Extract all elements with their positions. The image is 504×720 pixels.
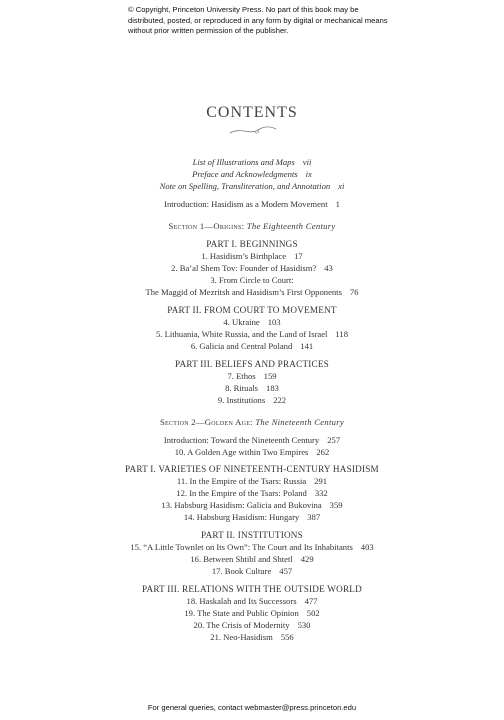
entry-title: List of Illustrations and Maps: [192, 157, 295, 167]
entry-page: vii: [302, 157, 312, 167]
entry-title: 5. Lithuania, White Russia, and the Land of Israel: [155, 329, 328, 339]
section-label: Section 1—Origins:: [168, 221, 245, 231]
entry-page: 530: [297, 620, 311, 630]
toc-entry[interactable]: [0, 447, 504, 457]
entry-title: 12. In the Empire of the Tsars: Poland: [176, 488, 307, 498]
toc-entry[interactable]: [0, 317, 504, 327]
entry-title: 16. Between Shtibl and Shtetl: [190, 554, 293, 564]
entry-title: 19. The State and Public Opinion: [184, 608, 299, 618]
entry-page: 103: [267, 317, 281, 327]
toc-entry[interactable]: [0, 566, 504, 576]
entry-title: Introduction: Toward the Nineteenth Century: [163, 435, 320, 445]
entry-page: 291: [314, 476, 328, 486]
toc-entry[interactable]: [0, 488, 504, 498]
toc-entry[interactable]: [0, 329, 504, 339]
entry-page: 403: [360, 542, 374, 552]
entry-page: 332: [314, 488, 328, 498]
section-heading: [0, 417, 504, 427]
entry-title: Note on Spelling, Transliteration, and Annotation: [159, 181, 331, 191]
entry-page: ix: [305, 169, 312, 179]
toc-entry[interactable]: [0, 383, 504, 393]
entry-title: 8. Rituals: [225, 383, 259, 393]
part-heading: PART I. VARIETIES OF NINETEENTH-CENTURY HASIDISM: [125, 464, 379, 474]
entry-title: 11. In the Empire of the Tsars: Russia: [176, 476, 307, 486]
section-label: Section 2—Golden Age:: [159, 417, 253, 427]
toc-entry[interactable]: [0, 275, 504, 285]
entry-title: Preface and Acknowledgments: [192, 169, 298, 179]
toc-entry[interactable]: [0, 596, 504, 606]
section-subtitle: The Eighteenth Century: [246, 221, 336, 231]
entry-page: 17: [294, 251, 303, 261]
toc-entry[interactable]: [0, 341, 504, 351]
entry-title: 3. From Circle to Court:: [210, 275, 294, 285]
toc-entry[interactable]: [0, 251, 504, 261]
section-heading: [0, 221, 504, 231]
flourish-ornament: [228, 124, 278, 136]
toc-entry[interactable]: [0, 554, 504, 564]
entry-title: 10. A Golden Age within Two Empires: [174, 447, 309, 457]
entry-title: 6. Galicia and Central Poland: [190, 341, 293, 351]
entry-title: 7. Ethos: [227, 371, 256, 381]
toc-entry[interactable]: [0, 500, 504, 510]
entry-title: 18. Haskalah and Its Successors: [186, 596, 297, 606]
entry-title: 9. Institutions: [217, 395, 266, 405]
entry-page: 1: [335, 199, 340, 209]
entry-page: 159: [263, 371, 277, 381]
toc-entry[interactable]: [0, 287, 504, 297]
section-subtitle: The Nineteenth Century: [255, 417, 345, 427]
entry-title: 13. Habsburg Hasidism: Galicia and Bukovina: [161, 500, 322, 510]
entry-title: 17. Book Culture: [211, 566, 272, 576]
toc-entry[interactable]: [0, 632, 504, 642]
entry-title: 15. “A Little Townlet on Its Own”: The Court and Its Inhabitants: [130, 542, 353, 552]
entry-page: 477: [304, 596, 318, 606]
toc-entry[interactable]: [0, 435, 504, 445]
entry-page: 257: [327, 435, 341, 445]
entry-page: 141: [300, 341, 314, 351]
entry-page: 387: [307, 512, 321, 522]
toc-entry[interactable]: [0, 512, 504, 522]
entry-page: 502: [306, 608, 320, 618]
page-title: CONTENTS: [206, 104, 298, 121]
entry-page: 222: [273, 395, 287, 405]
entry-page: 183: [266, 383, 279, 393]
toc-entry[interactable]: [0, 395, 504, 405]
toc-entry[interactable]: [0, 608, 504, 618]
entry-title: 1. Hasidism’s Birthplace: [201, 251, 287, 261]
entry-page: 457: [279, 566, 293, 576]
entry-page: 76: [349, 287, 359, 297]
part-heading: PART II. FROM COURT TO MOVEMENT: [167, 305, 337, 315]
toc-entry[interactable]: [0, 169, 504, 179]
entry-page: 262: [316, 447, 330, 457]
entry-title: The Maggid of Mezritsh and Hasidism’s First Opponents: [145, 287, 342, 297]
part-heading: PART I. BEGINNINGS: [206, 239, 298, 249]
part-heading: PART II. INSTITUTIONS: [201, 530, 303, 540]
toc-entry[interactable]: [0, 157, 504, 167]
toc-entry[interactable]: [0, 476, 504, 486]
entry-title: 2. Ba’al Shem Tov: Founder of Hasidism?: [171, 263, 317, 273]
entry-page: 556: [280, 632, 294, 642]
part-heading: PART III. BELIEFS AND PRACTICES: [175, 359, 329, 369]
toc-entry[interactable]: [0, 620, 504, 630]
entry-title: 20. The Crisis of Modernity: [193, 620, 290, 630]
entry-title: 4. Ukraine: [223, 317, 260, 327]
toc-entry[interactable]: [0, 542, 504, 552]
entry-page: 43: [324, 263, 333, 273]
toc-entry[interactable]: [0, 199, 504, 209]
toc-entry[interactable]: [0, 263, 504, 273]
entry-page: 118: [335, 329, 348, 339]
entry-page: xi: [338, 181, 345, 191]
entry-title: 14. Habsburg Hasidism: Hungary: [183, 512, 300, 522]
part-heading: PART III. RELATIONS WITH THE OUTSIDE WORLD: [142, 584, 362, 594]
entry-title: 21. Neo-Hasidism: [210, 632, 273, 642]
entry-page: 429: [300, 554, 314, 564]
toc-entry[interactable]: [0, 371, 504, 381]
footer-contact: For general queries, contact webmaster@press.princeton.edu: [147, 703, 357, 712]
copyright-notice: © Copyright, Princeton University Press. No part of this book may be distributed, posted, or reproduced in any form by digital or mechanical means without prior written permission of the publisher.: [128, 5, 388, 35]
entry-title: Introduction: Hasidism as a Modern Movement: [164, 199, 328, 209]
entry-page: 359: [329, 500, 343, 510]
toc-entry[interactable]: [0, 181, 504, 191]
